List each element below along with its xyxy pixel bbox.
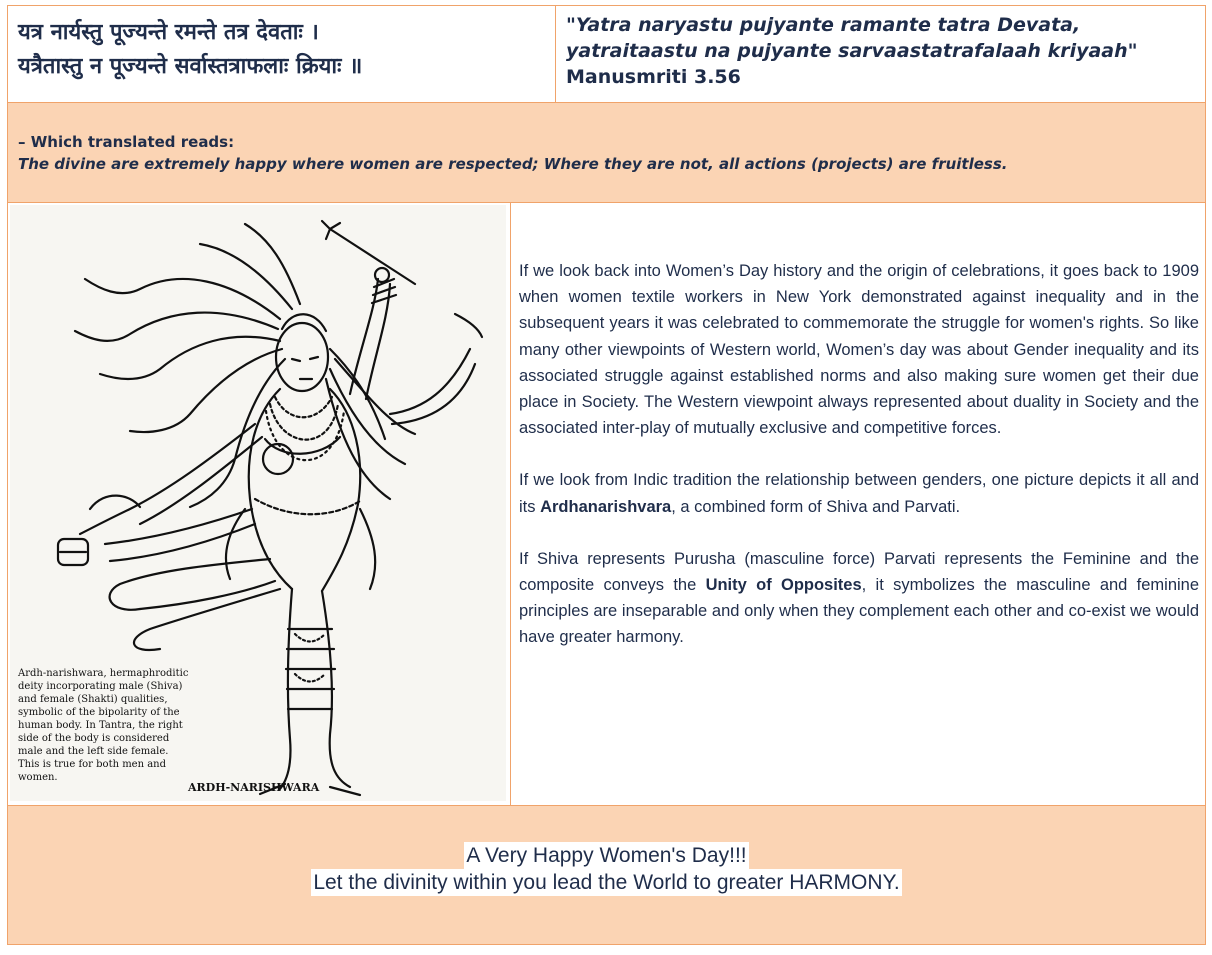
sanskrit-line-1: यत्र नार्यस्तु पूज्यन्ते रमन्ते तत्र देवताः । xyxy=(18,20,319,45)
ardhanarishvara-illustration xyxy=(10,205,506,801)
greeting-footer xyxy=(7,805,1206,945)
transliteration-cell xyxy=(555,5,1206,103)
caption-line: male and the left side female. xyxy=(18,746,169,757)
transliteration-line-2: yatraitaastu na pujyante sarvaastatrafalaah kriyaah" xyxy=(566,40,1138,62)
illustration-title: ARDH-NARISHWARA xyxy=(188,781,320,794)
image-cell xyxy=(7,202,511,806)
article-text-cell xyxy=(510,202,1206,806)
caption-line: women. xyxy=(18,772,58,783)
article-paragraph-2: If we look from Indic tradition the relationship between genders, one picture depicts it all and its Ardhanarishvara, a combined form of Shiva and Parvati. xyxy=(519,471,1199,516)
greeting-line-1: A Very Happy Women's Day!!! xyxy=(466,844,747,867)
caption-line: side of the body is considered xyxy=(18,733,170,744)
greeting-line-2: Let the divinity within you lead the World to greater HARMONY. xyxy=(313,871,900,894)
article-paragraph-3: If Shiva represents Purusha (masculine force) Parvati represents the Feminine and the composite conveys the Unity of Opposites, it symbolizes the masculine and feminine principles are inseparable and only when they complement each other and co-exist we would have greater harmony. xyxy=(519,549,1200,647)
translation-cell xyxy=(7,102,1206,203)
ardhanarishvara-term: Ardhanarishvara xyxy=(540,497,672,516)
sanskrit-verse-cell xyxy=(7,5,556,103)
transliteration-line-1: "Yatra naryastu pujyante ramante tatra Devata, xyxy=(566,14,1081,36)
illustration-caption xyxy=(18,667,223,784)
document-table xyxy=(7,5,1206,945)
verse-source: Manusmriti 3.56 xyxy=(566,66,741,88)
caption-line: human body. In Tantra, the right xyxy=(18,720,183,731)
unity-of-opposites-term: Unity of Opposites xyxy=(705,576,862,595)
caption-line: deity incorporating male (Shiva) xyxy=(18,681,183,692)
caption-line: This is true for both men and xyxy=(18,759,167,770)
caption-line: and female (Shakti) qualities, xyxy=(18,694,168,705)
translation-lead: – Which translated reads: xyxy=(18,133,235,151)
sanskrit-line-2: यत्रैतास्तु न पूज्यन्ते सर्वास्तत्राफलाः क्रियाः ॥ xyxy=(18,54,363,79)
caption-line: Ardh-narishwara, hermaphroditic xyxy=(18,668,189,679)
translation-text: The divine are extremely happy where women are respected; Where they are not, all actions (projects) are fruitless. xyxy=(18,155,1008,173)
article-paragraph-1: If we look back into Women’s Day history and the origin of celebrations, it goes back to 1909 when women textile workers in New York demonstrated against inequality and in the subsequent years it was celebrated to commemorate the struggle for women's rights. So like many other viewpoints of Western world, Women’s day was about Gender inequality and its associated struggle against established norms and also making sure women get their due place in Society. The Western viewpoint always represented about duality in Society and the associated inter-play of mutually exclusive and competitive forces. xyxy=(519,262,1199,438)
caption-line: symbolic of the bipolarity of the xyxy=(18,707,180,718)
